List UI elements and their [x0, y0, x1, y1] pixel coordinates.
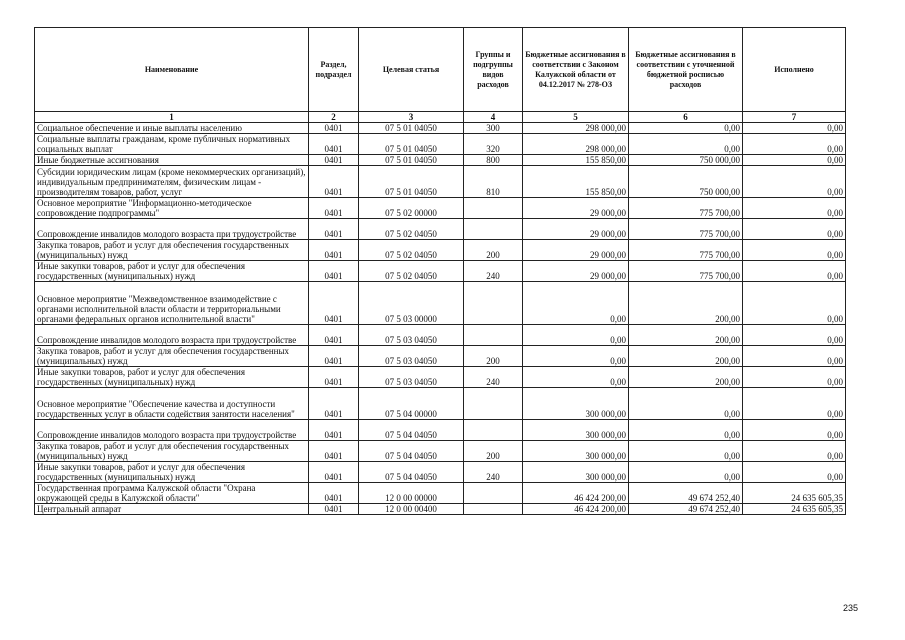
cell-section: 0401: [309, 166, 359, 198]
column-number-row: [35, 112, 846, 123]
cell-refined: 49 674 252,40: [629, 504, 743, 515]
cell-refined: 0,00: [629, 420, 743, 441]
cell-law: 0,00: [523, 367, 629, 388]
cell-section: 0401: [309, 240, 359, 261]
cell-name: Иные закупки товаров, работ и услуг для обеспечения государственных (муниципальных) нужд: [35, 261, 309, 282]
cell-group: [464, 483, 523, 504]
cell-group: 240: [464, 367, 523, 388]
table-row: [35, 166, 846, 198]
cell-section: 0401: [309, 462, 359, 483]
cell-section: 0401: [309, 420, 359, 441]
table-row: [35, 441, 846, 462]
cell-target: 07 5 02 04050: [359, 219, 464, 240]
header-target: Целевая статья: [359, 28, 464, 112]
cell-refined: 0,00: [629, 134, 743, 155]
cell-refined: 49 674 252,40: [629, 483, 743, 504]
table-row: [35, 367, 846, 388]
cell-executed: 0,00: [743, 441, 846, 462]
cell-refined: 775 700,00: [629, 261, 743, 282]
cell-executed: 24 635 605,35: [743, 504, 846, 515]
cell-law: 29 000,00: [523, 261, 629, 282]
cell-target: 07 5 04 04050: [359, 462, 464, 483]
col-num: 4: [464, 112, 523, 123]
cell-section: 0401: [309, 282, 359, 325]
cell-executed: 0,00: [743, 123, 846, 134]
cell-section: 0401: [309, 367, 359, 388]
table-row: [35, 346, 846, 367]
cell-refined: 775 700,00: [629, 219, 743, 240]
cell-section: 0401: [309, 123, 359, 134]
cell-section: 0401: [309, 388, 359, 420]
cell-name: Основное мероприятие "Обеспечение качества и доступности государственных услуг в области содействия занятости населения": [35, 388, 309, 420]
cell-executed: 0,00: [743, 388, 846, 420]
cell-group: [464, 388, 523, 420]
cell-target: 07 5 01 04050: [359, 166, 464, 198]
cell-refined: 200,00: [629, 346, 743, 367]
cell-target: 07 5 03 04050: [359, 346, 464, 367]
cell-name: Закупка товаров, работ и услуг для обеспечения государственных (муниципальных) нужд: [35, 346, 309, 367]
cell-executed: 0,00: [743, 367, 846, 388]
cell-target: 07 5 04 04050: [359, 441, 464, 462]
cell-section: 0401: [309, 346, 359, 367]
header-group: Группы и подгруппы видов расходов: [464, 28, 523, 112]
cell-section: 0401: [309, 483, 359, 504]
cell-group: [464, 219, 523, 240]
cell-name: Иные закупки товаров, работ и услуг для обеспечения государственных (муниципальных) нужд: [35, 367, 309, 388]
cell-target: 07 5 04 00000: [359, 388, 464, 420]
cell-refined: 750 000,00: [629, 155, 743, 166]
cell-section: 0401: [309, 441, 359, 462]
cell-executed: 0,00: [743, 219, 846, 240]
col-num: 3: [359, 112, 464, 123]
cell-law: 298 000,00: [523, 134, 629, 155]
col-num: 2: [309, 112, 359, 123]
cell-executed: 0,00: [743, 155, 846, 166]
table-row: [35, 420, 846, 441]
cell-executed: 0,00: [743, 261, 846, 282]
cell-target: 07 5 02 04050: [359, 261, 464, 282]
cell-executed: 0,00: [743, 166, 846, 198]
col-num: 6: [629, 112, 743, 123]
table-row: [35, 504, 846, 515]
cell-name: Сопровождение инвалидов молодого возраста при трудоустройстве: [35, 420, 309, 441]
cell-target: 07 5 01 04050: [359, 123, 464, 134]
cell-law: 298 000,00: [523, 123, 629, 134]
cell-name: Иные бюджетные ассигнования: [35, 155, 309, 166]
cell-group: 200: [464, 441, 523, 462]
cell-target: 07 5 03 04050: [359, 325, 464, 346]
cell-refined: 0,00: [629, 441, 743, 462]
table-row: [35, 261, 846, 282]
col-num: 7: [743, 112, 846, 123]
cell-section: 0401: [309, 219, 359, 240]
header-row: [35, 28, 846, 112]
cell-executed: 0,00: [743, 198, 846, 219]
cell-executed: 0,00: [743, 282, 846, 325]
cell-law: 0,00: [523, 346, 629, 367]
cell-law: 155 850,00: [523, 155, 629, 166]
cell-refined: 200,00: [629, 325, 743, 346]
cell-group: 800: [464, 155, 523, 166]
cell-law: 300 000,00: [523, 441, 629, 462]
cell-section: 0401: [309, 155, 359, 166]
cell-executed: 0,00: [743, 346, 846, 367]
page-number: 235: [843, 603, 859, 613]
cell-target: 12 0 00 00000: [359, 483, 464, 504]
table-row: [35, 123, 846, 134]
table-row: [35, 198, 846, 219]
cell-law: 29 000,00: [523, 198, 629, 219]
table-row: [35, 462, 846, 483]
header-law: Бюджетные ассигнования в соответствии с Законом Калужской области от 04.12.2017 № 278-ОЗ: [523, 28, 629, 112]
cell-refined: 0,00: [629, 123, 743, 134]
cell-target: 12 0 00 00400: [359, 504, 464, 515]
cell-section: 0401: [309, 261, 359, 282]
header-executed: Исполнено: [743, 28, 846, 112]
cell-refined: 0,00: [629, 388, 743, 420]
table-row: [35, 282, 846, 325]
cell-refined: 775 700,00: [629, 198, 743, 219]
cell-group: 300: [464, 123, 523, 134]
cell-section: 0401: [309, 325, 359, 346]
cell-section: 0401: [309, 134, 359, 155]
header-name: Наименование: [35, 28, 309, 112]
cell-group: 240: [464, 462, 523, 483]
table-row: [35, 240, 846, 261]
cell-law: 300 000,00: [523, 462, 629, 483]
cell-law: 46 424 200,00: [523, 483, 629, 504]
cell-name: Закупка товаров, работ и услуг для обеспечения государственных (муниципальных) нужд: [35, 441, 309, 462]
cell-name: Сопровождение инвалидов молодого возраста при трудоустройстве: [35, 219, 309, 240]
cell-law: 0,00: [523, 325, 629, 346]
cell-law: 300 000,00: [523, 388, 629, 420]
cell-refined: 200,00: [629, 367, 743, 388]
cell-target: 07 5 03 00000: [359, 282, 464, 325]
cell-name: Сопровождение инвалидов молодого возраста при трудоустройстве: [35, 325, 309, 346]
cell-target: 07 5 03 04050: [359, 367, 464, 388]
cell-law: 0,00: [523, 282, 629, 325]
cell-name: Государственная программа Калужской области "Охрана окружающей среды в Калужской области": [35, 483, 309, 504]
cell-target: 07 5 02 04050: [359, 240, 464, 261]
table-row: [35, 155, 846, 166]
cell-executed: 0,00: [743, 134, 846, 155]
cell-target: 07 5 02 00000: [359, 198, 464, 219]
cell-name: Социальные выплаты гражданам, кроме публичных нормативных социальных выплат: [35, 134, 309, 155]
budget-table: [34, 27, 846, 515]
col-num: 1: [35, 112, 309, 123]
cell-group: 320: [464, 134, 523, 155]
cell-section: 0401: [309, 504, 359, 515]
table-row: [35, 388, 846, 420]
cell-group: 200: [464, 240, 523, 261]
table-row: [35, 483, 846, 504]
cell-group: [464, 420, 523, 441]
header-section: Раздел, подраздел: [309, 28, 359, 112]
cell-target: 07 5 01 04050: [359, 134, 464, 155]
cell-law: 46 424 200,00: [523, 504, 629, 515]
cell-executed: 0,00: [743, 240, 846, 261]
cell-law: 29 000,00: [523, 240, 629, 261]
cell-group: 810: [464, 166, 523, 198]
table-row: [35, 219, 846, 240]
cell-executed: 0,00: [743, 420, 846, 441]
cell-target: 07 5 01 04050: [359, 155, 464, 166]
cell-name: Основное мероприятие "Межведомственное взаимодействие с органами исполнительной власти области и территориальными органами федеральных органов исполнительной власти": [35, 282, 309, 325]
cell-name: Иные закупки товаров, работ и услуг для обеспечения государственных (муниципальных) нужд: [35, 462, 309, 483]
cell-executed: 24 635 605,35: [743, 483, 846, 504]
cell-name: Закупка товаров, работ и услуг для обеспечения государственных (муниципальных) нужд: [35, 240, 309, 261]
cell-refined: 0,00: [629, 462, 743, 483]
cell-group: 200: [464, 346, 523, 367]
header-refined: Бюджетные ассигнования в соответствии с уточненной бюджетной росписью расходов: [629, 28, 743, 112]
cell-section: 0401: [309, 198, 359, 219]
cell-name: Основное мероприятие "Информационно-методическое сопровождение подпрограммы": [35, 198, 309, 219]
cell-group: [464, 325, 523, 346]
cell-group: [464, 504, 523, 515]
cell-law: 300 000,00: [523, 420, 629, 441]
cell-target: 07 5 04 04050: [359, 420, 464, 441]
cell-law: 29 000,00: [523, 219, 629, 240]
cell-executed: 0,00: [743, 462, 846, 483]
cell-group: [464, 282, 523, 325]
cell-group: [464, 198, 523, 219]
cell-name: Центральный аппарат: [35, 504, 309, 515]
col-num: 5: [523, 112, 629, 123]
cell-refined: 775 700,00: [629, 240, 743, 261]
cell-name: Социальное обеспечение и иные выплаты населению: [35, 123, 309, 134]
cell-refined: 200,00: [629, 282, 743, 325]
cell-group: 240: [464, 261, 523, 282]
cell-executed: 0,00: [743, 325, 846, 346]
table-row: [35, 134, 846, 155]
table-row: [35, 325, 846, 346]
cell-refined: 750 000,00: [629, 166, 743, 198]
cell-law: 155 850,00: [523, 166, 629, 198]
cell-name: Субсидии юридическим лицам (кроме некоммерческих организаций), индивидуальным предпринимателям, физическим лицам - производителям товаров, работ, услуг: [35, 166, 309, 198]
